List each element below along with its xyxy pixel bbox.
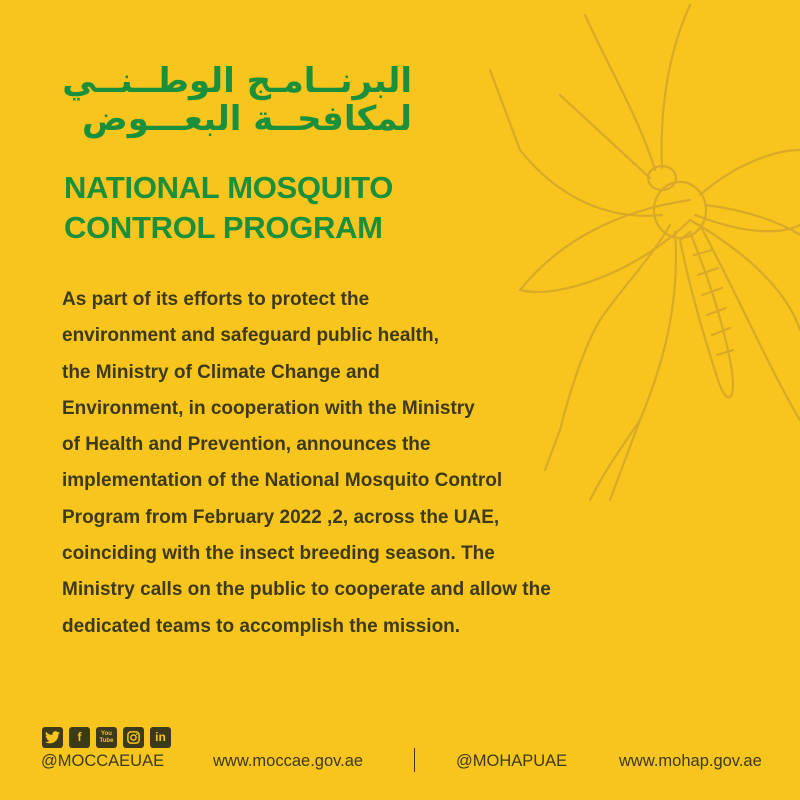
mohap-website-link[interactable]: www.mohap.gov.ae <box>619 752 762 770</box>
title-english <box>64 168 393 248</box>
body-line: implementation of the National Mosquito Control <box>62 470 503 492</box>
body-line: environment and safeguard public health, <box>62 325 439 347</box>
title-english-line1: NATIONAL MOSQUITO <box>64 170 394 205</box>
body-line: the Ministry of Climate Change and <box>62 361 380 383</box>
facebook-icon[interactable]: f <box>69 727 90 748</box>
body-line: dedicated teams to accomplish the mission. <box>62 615 461 637</box>
announcement-body <box>62 282 551 645</box>
footer <box>0 748 800 778</box>
body-line: Ministry calls on the public to cooperate and allow the <box>62 579 551 601</box>
title-arabic <box>62 62 412 138</box>
twitter-icon[interactable] <box>42 727 63 748</box>
social-icons <box>42 727 171 748</box>
youtube-icon-label: You Tube <box>99 730 114 744</box>
body-line: Program from February 2022 ,2, across the UAE, <box>62 506 500 528</box>
linkedin-icon[interactable]: in <box>150 727 171 748</box>
footer-divider <box>414 748 415 772</box>
body-line: Environment, in cooperation with the Ministry <box>62 397 475 419</box>
moccae-handle[interactable]: @MOCCAEUAE <box>41 752 165 770</box>
title-arabic-line2: لمكافحــة البعـــوض <box>82 99 412 140</box>
body-line: coinciding with the insect breeding season. The <box>62 543 495 565</box>
instagram-icon[interactable] <box>123 727 144 748</box>
body-line: As part of its efforts to protect the <box>62 289 370 310</box>
youtube-icon[interactable] <box>96 727 117 748</box>
moccae-website-link[interactable]: www.moccae.gov.ae <box>213 752 364 770</box>
title-english-line2: CONTROL PROGRAM <box>64 210 383 245</box>
title-arabic-line1: البرنــامـج الوطــنــي <box>62 61 412 101</box>
mohap-handle[interactable]: @MOHAPUAE <box>456 752 568 770</box>
body-line: of Health and Prevention, announces the <box>62 434 431 456</box>
